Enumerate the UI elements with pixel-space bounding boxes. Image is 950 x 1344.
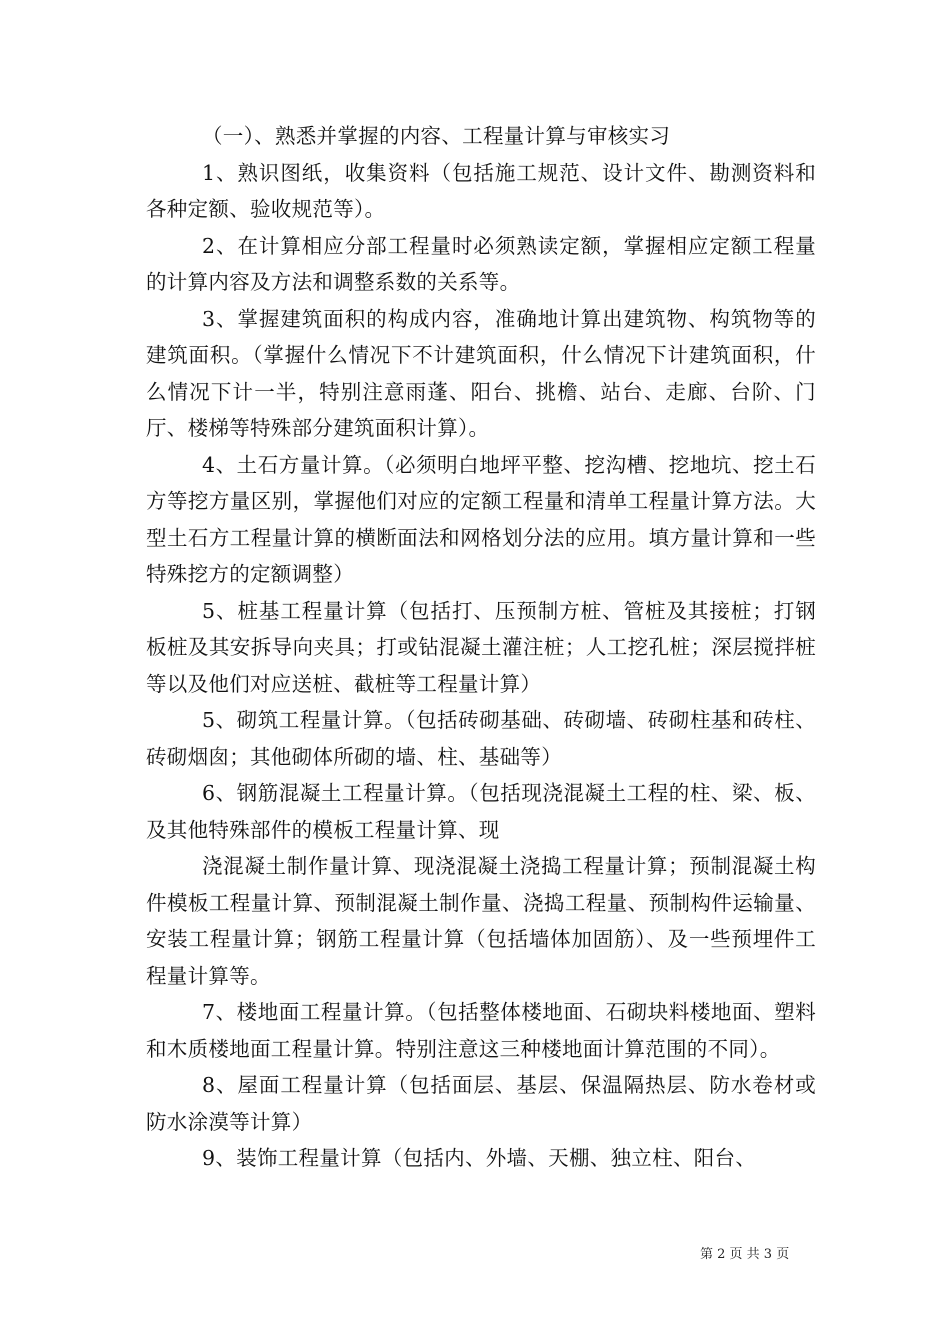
paragraph-7: 7、楼地面工程量计算。（包括整体楼地面、石砌块料楼地面、塑料和木质楼地面工程量计算。特别注意这三种楼地面计算范围的不同）。: [146, 1000, 816, 1061]
page-number: 第 2 页 共 3 页: [700, 1247, 790, 1262]
paragraph-6: 6、钢筋混凝土工程量计算。（包括现浇混凝土工程的柱、梁、板、及其他特殊部件的模板工程量计算、现: [146, 781, 816, 842]
paragraph-2: 2、在计算相应分部工程量时必须熟读定额，掌握相应定额工程量的计算内容及方法和调整系数的关系等。: [146, 233, 816, 294]
paragraph-6-continued: 浇混凝土制作量计算、现浇混凝土浇捣工程量计算；预制混凝土构件模板工程量计算、预制混凝土制作量、浇捣工程量、预制构件运输量、安装工程量计算；钢筋工程量计算（包括墙体加固筋）、及一些预埋件工程量计算等。: [146, 854, 816, 988]
paragraph-3: 3、掌握建筑面积的构成内容，准确地计算出建筑物、构筑物等的建筑面积。（掌握什么情况下不计建筑面积，什么情况下计建筑面积，什么情况下计一半，特别注意雨蓬、阳台、挑檐、站台、走廊、台阶、门厅、楼梯等特殊部分建筑面积计算）。: [146, 306, 816, 440]
document-body: [146, 118, 816, 1177]
paragraph-9: 9、装饰工程量计算（包括内、外墙、天棚、独立柱、阳台、: [202, 1146, 757, 1170]
paragraph-5-masonry: 5、砌筑工程量计算。（包括砖砌基础、砖砌墙、砖砌柱基和砖柱、砖砌烟囱；其他砌体所砌的墙、柱、基础等）: [146, 708, 816, 769]
section-heading: （一）、熟悉并掌握的内容、工程量计算与审核实习: [202, 124, 671, 148]
paragraph-4: 4、土石方量计算。（必须明白地坪平整、挖沟槽、挖地坑、挖土石方等挖方量区别，掌握他们对应的定额工程量和清单工程量计算方法。大型土石方工程量计算的横断面法和网格划分法的应用。填方量计算和一些特殊挖方的定额调整）: [146, 452, 816, 586]
paragraph-1: 1、熟识图纸，收集资料（包括施工规范、设计文件、勘测资料和各种定额、验收规范等）。: [146, 160, 816, 221]
paragraph-8: 8、屋面工程量计算（包括面层、基层、保温隔热层、防水卷材或防水涂漠等计算）: [146, 1073, 816, 1134]
paragraph-5-piles: 5、桩基工程量计算（包括打、压预制方桩、管桩及其接桩；打钢板桩及其安拆导向夹具；打或钻混凝土灌注桩；人工挖孔桩；深层搅拌桩等以及他们对应送桩、截桩等工程量计算）: [146, 598, 816, 696]
